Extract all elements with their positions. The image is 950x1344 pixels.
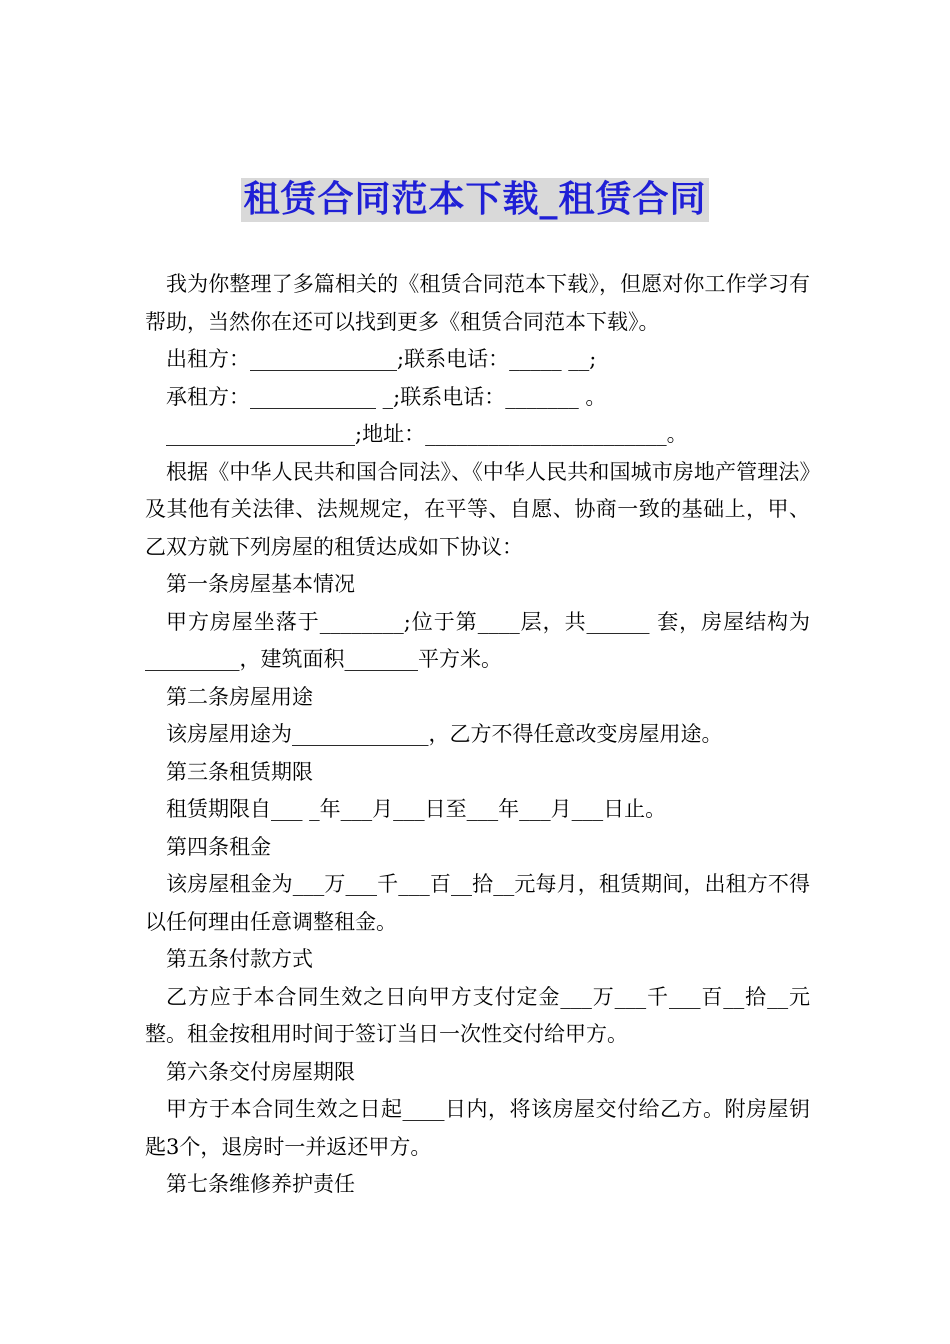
article-3-text: 租赁期限自___ _年___月___日至___年___月___日止。 (166, 797, 667, 821)
title-container (0, 178, 950, 222)
article-7-heading: 第七条维修养护责任 (166, 1172, 355, 1196)
document-title: 租赁合同范本下载_租赁合同 (243, 179, 707, 220)
article-5-heading: 第五条付款方式 (166, 947, 313, 971)
lessor-line: 出租方：______________;联系电话：_____ __; (166, 347, 597, 371)
article-2-heading: 第二条房屋用途 (166, 684, 313, 709)
article-6-heading: 第六条交付房屋期限 (166, 1059, 355, 1084)
article-1-heading: 第一条房屋基本情况 (166, 572, 355, 596)
article-6-text: 甲方于本合同生效之日起____日内，将该房屋交付给乙方。附房屋钥匙3个，退房时一并返还甲方。 (145, 1097, 810, 1159)
address-line: __________________;地址：_______________________。 (166, 422, 688, 446)
document-body (145, 266, 810, 1204)
article-2-text: 该房屋用途为_____________，乙方不得任意改变房屋用途。 (166, 722, 723, 746)
intro-paragraph: 我为你整理了多篇相关的《租赁合同范本下载》，但愿对你工作学习有帮助，当然你在还可以找到更多《租赁合同范本下载》。 (145, 272, 810, 334)
article-3-heading: 第三条租赁期限 (166, 759, 313, 784)
article-5-text: 乙方应于本合同生效之日向甲方支付定金___万___千___百__拾__元整。租金按租用时间于签订当日一次性交付给甲方。 (145, 984, 810, 1046)
preamble-paragraph: 根据《中华人民共和国合同法》、《中华人民共和国城市房地产管理法》及其他有关法律、法规规定，在平等、自愿、协商一致的基础上，甲、乙双方就下列房屋的租赁达成如下协议： (145, 459, 810, 559)
article-4-heading: 第四条租金 (166, 834, 271, 859)
article-1-text: 甲方房屋坐落于________;位于第____层，共______ 套，房屋结构为_________，建筑面积_______平方米。 (145, 609, 810, 671)
article-4-text: 该房屋租金为___万___千___百__拾__元每月，租赁期间，出租方不得以任何理由任意调整租金。 (145, 872, 810, 934)
lessee-line: 承租方：____________ _;联系电话：_______ 。 (166, 384, 607, 409)
